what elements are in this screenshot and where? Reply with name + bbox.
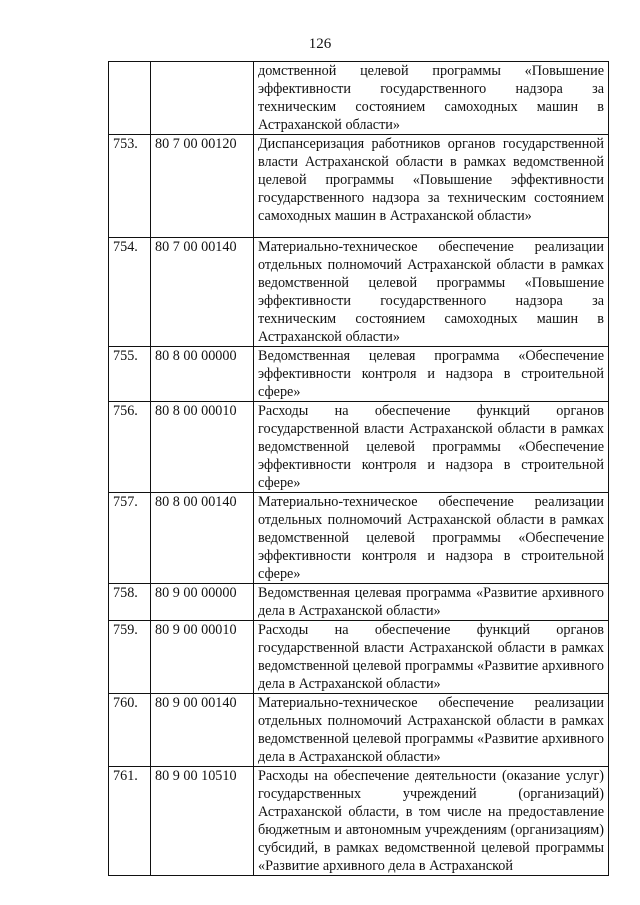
table-row bbox=[109, 584, 609, 621]
table-row bbox=[109, 135, 609, 238]
expense-description: Диспансеризация работников органов государственной власти Астраханской области в рамках ведомственной целевой программы «Повышение эффективности государственного надзора за техническим состоянием самоходных машин в Астраханской области» bbox=[254, 135, 609, 238]
expense-description: домственной целевой программы «Повышение эффективности государственного надзора за техническим состоянием самоходных машин в Астраханской области» bbox=[254, 62, 609, 135]
row-number: 754. bbox=[109, 238, 151, 347]
classification-code: 80 8 00 00000 bbox=[151, 347, 254, 402]
expense-description: Материально-техническое обеспечение реализации отдельных полномочий Астраханской области в рамках ведомственной целевой программы «Повышение эффективности государственного надзора за техническим состоянием самоходных машин в Астраханской области» bbox=[254, 238, 609, 347]
expense-description: Расходы на обеспечение функций органов государственной власти Астраханской области в рамках ведомственной целевой программы «Развитие архивного дела в Астраханской области» bbox=[254, 621, 609, 694]
table-row bbox=[109, 694, 609, 767]
row-number: 758. bbox=[109, 584, 151, 621]
table-row bbox=[109, 347, 609, 402]
classification-code: 80 9 00 00010 bbox=[151, 621, 254, 694]
table-row bbox=[109, 62, 609, 135]
classification-code: 80 7 00 00120 bbox=[151, 135, 254, 238]
classification-code: 80 9 00 00000 bbox=[151, 584, 254, 621]
expense-description: Расходы на обеспечение функций органов государственной власти Астраханской области в рамках ведомственной целевой программы «Обеспечение эффективности контроля и надзора в строительной сфере» bbox=[254, 402, 609, 493]
table-row bbox=[109, 493, 609, 584]
classification-code: 80 8 00 00140 bbox=[151, 493, 254, 584]
row-number: 760. bbox=[109, 694, 151, 767]
classification-code: 80 9 00 00140 bbox=[151, 694, 254, 767]
row-number: 757. bbox=[109, 493, 151, 584]
row-number: 759. bbox=[109, 621, 151, 694]
expense-description: Ведомственная целевая программа «Развитие архивного дела в Астраханской области» bbox=[254, 584, 609, 621]
classification-code: 80 8 00 00010 bbox=[151, 402, 254, 493]
classification-code bbox=[151, 62, 254, 135]
expense-description: Материально-техническое обеспечение реализации отдельных полномочий Астраханской области в рамках ведомственной целевой программы «Развитие архивного дела в Астраханской области» bbox=[254, 694, 609, 767]
row-number: 761. bbox=[109, 767, 151, 876]
expense-description: Ведомственная целевая программа «Обеспечение эффективности контроля и надзора в строительной сфере» bbox=[254, 347, 609, 402]
row-number bbox=[109, 62, 151, 135]
expense-description: Расходы на обеспечение деятельности (оказание услуг) государственных учреждений (организаций) Астраханской области, в том числе на предоставление бюджетным и автономным учреждениям (организациям) субсидий, в рамках ведомственной целевой программы «Развитие архивного дела в Астраханской bbox=[254, 767, 609, 876]
table-row bbox=[109, 402, 609, 493]
table-row bbox=[109, 238, 609, 347]
budget-classification-table bbox=[108, 61, 609, 876]
classification-code: 80 7 00 00140 bbox=[151, 238, 254, 347]
expense-description: Материально-техническое обеспечение реализации отдельных полномочий Астраханской области в рамках ведомственной целевой программы «Обеспечение эффективности контроля и надзора в строительной сфере» bbox=[254, 493, 609, 584]
row-number: 756. bbox=[109, 402, 151, 493]
page-number: 126 bbox=[308, 36, 332, 52]
table-row bbox=[109, 767, 609, 876]
classification-code: 80 9 00 10510 bbox=[151, 767, 254, 876]
table-row bbox=[109, 621, 609, 694]
row-number: 755. bbox=[109, 347, 151, 402]
row-number: 753. bbox=[109, 135, 151, 238]
